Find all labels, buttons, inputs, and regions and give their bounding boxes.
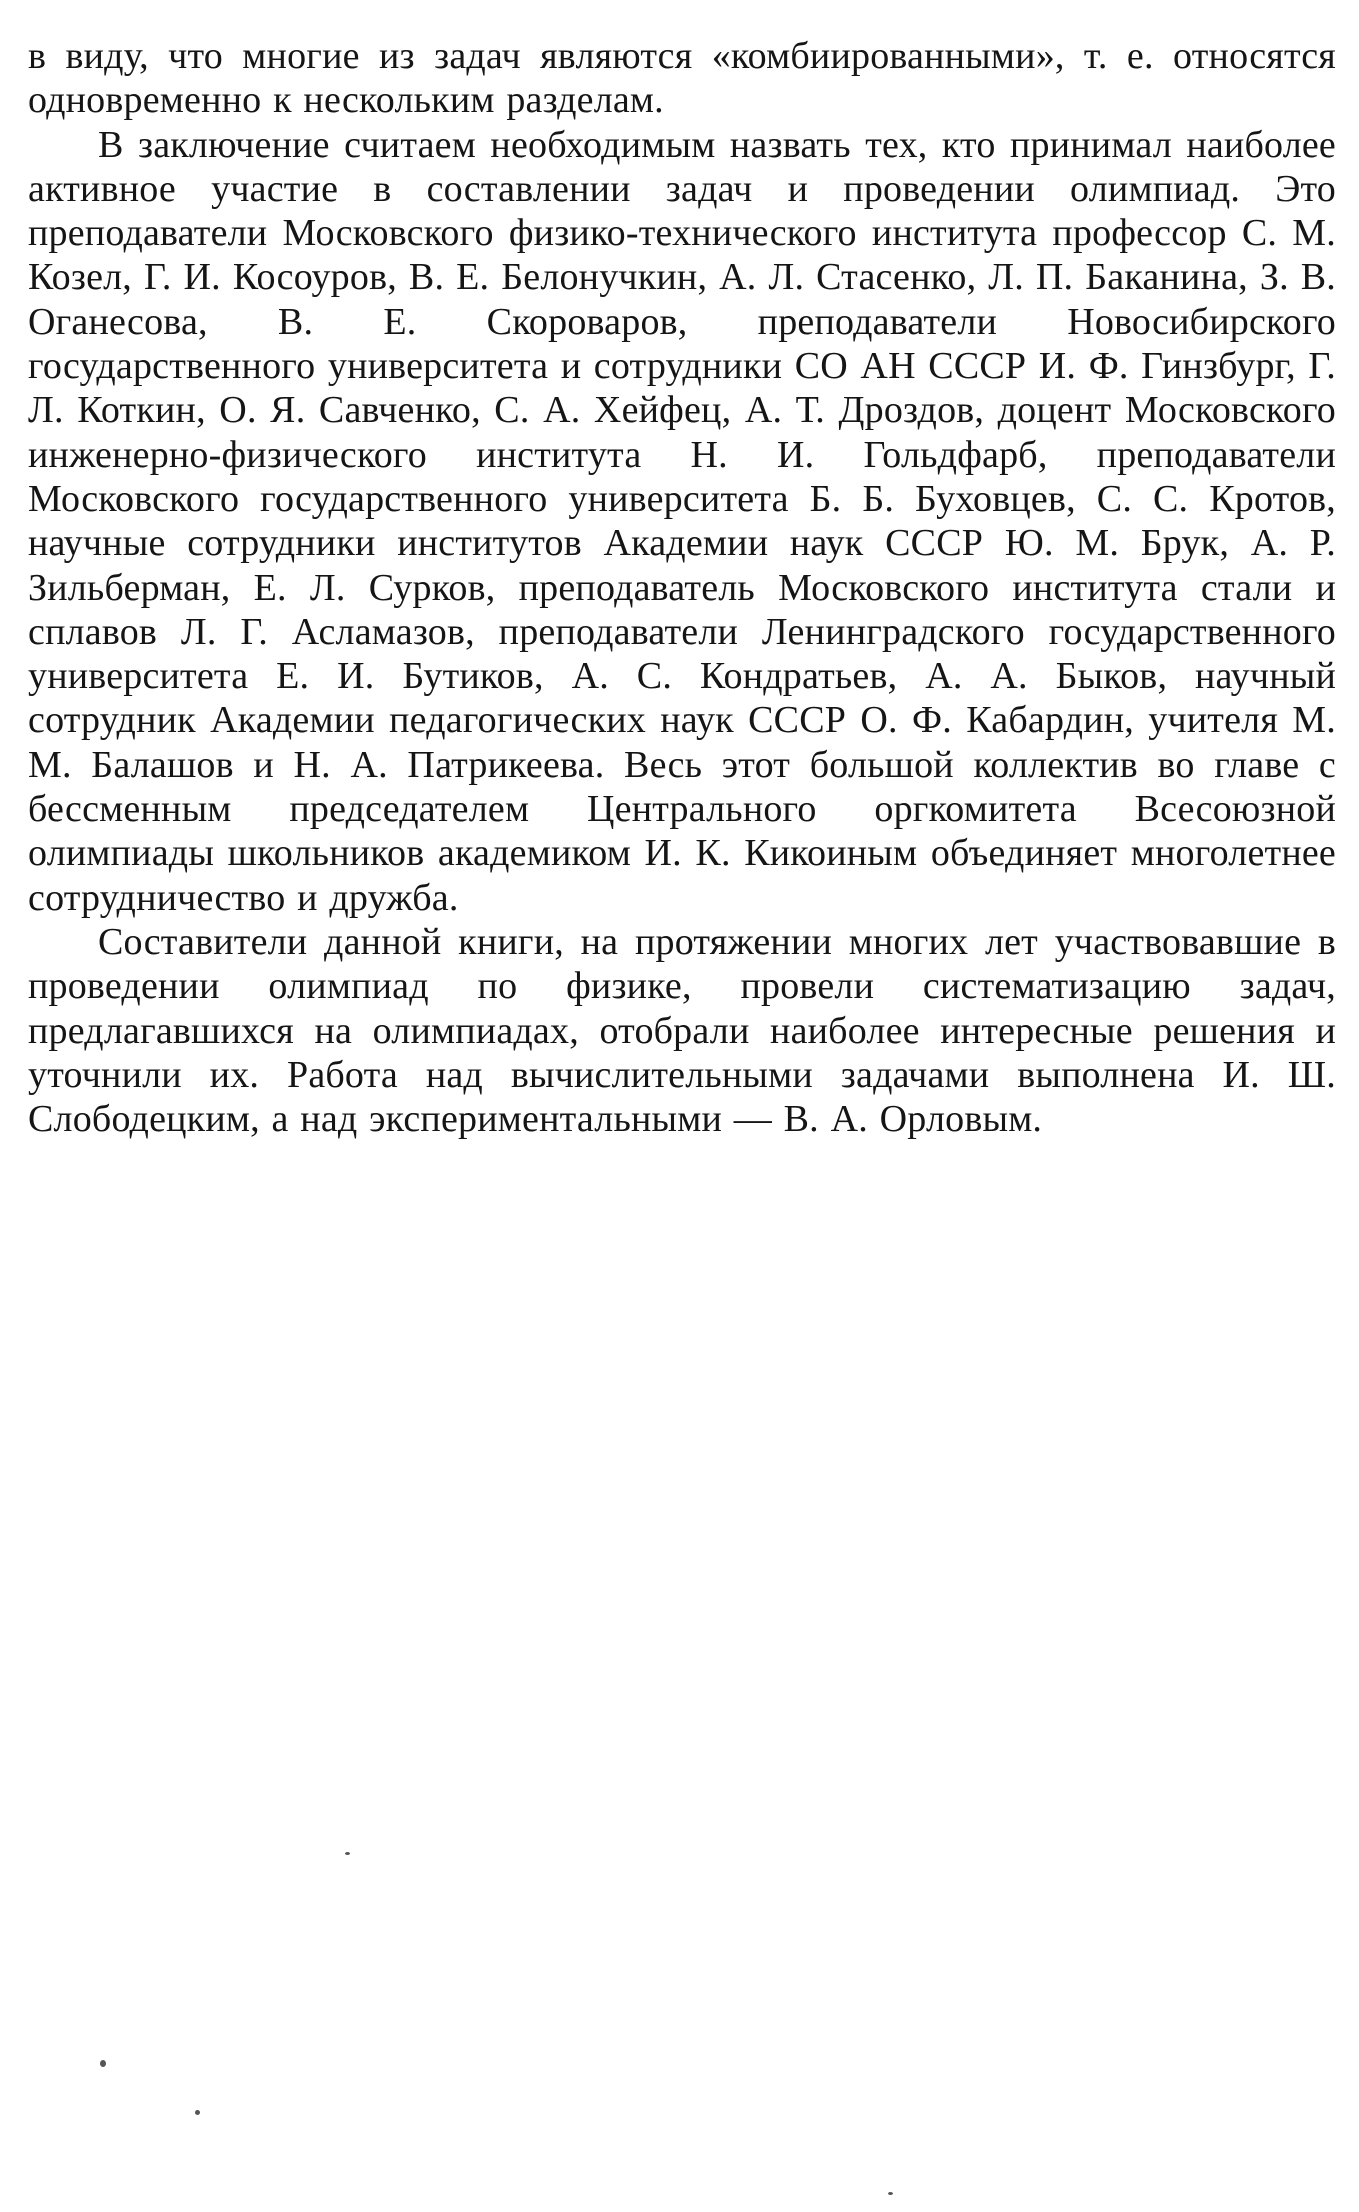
paragraph-authors-note: Составители данной книги, на протяжении многих лет участвовавшие в проведении олимпиад по физике, провели систематизацию задач, предлагавшихся на олимпиадах, отобрали наиболее интересные решения и уточнили их. Работа над вычислительными задачами выполнена И. Ш. Слободецким, а над экспериментальными — В. А. Орловым. bbox=[28, 920, 1336, 1141]
scan-speck bbox=[195, 2110, 200, 2115]
scan-speck bbox=[345, 1852, 350, 1855]
paragraph-continuation: в виду, что многие из задач являются «комбиированными», т. е. относятся одновременно к нескольким разделам. bbox=[28, 35, 1336, 122]
scan-speck bbox=[888, 2192, 893, 2195]
paragraph-acknowledgements: В заключение считаем необходимым назвать тех, кто принимал наиболее активное участие в составлении задач и проведении олимпиад. Это преподаватели Московского физико-технического института профессор С. М. Козел, Г. И. Косоуров, В. Е. Белонучкин, А. Л. Стасенко, Л. П. Баканина, З. В. Оганесова, В. Е. Скороваров, преподаватели Новосибирского государственного университета и сотрудники СО АН СССР И. Ф. Гинзбург, Г. Л. Коткин, О. Я. Савченко, С. А. Хейфец, А. Т. Дроздов, доцент Московского инженерно-физического института Н. И. Гольдфарб, преподаватели Московского государственного университета Б. Б. Буховцев, С. С. Кротов, научные сотрудники институтов Академии наук СССР Ю. М. Брук, А. Р. Зильберман, Е. Л. Сурков, преподаватель Московского института стали и сплавов Л. Г. Асламазов, преподаватели Ленинградского государственного университета Е. И. Бутиков, А. С. Кондратьев, А. А. Быков, научный сотрудник Академии педагогических наук СССР О. Ф. Кабардин, учителя М. М. Балашов и Н. А. Патрикеева. Весь этот большой коллектив во главе с бессменным председателем Центрального оргкомитета Всесоюзной олимпиады школьников академиком И. К. Кикоиным объединяет многолетнее сотрудничество и дружба. bbox=[28, 123, 1336, 919]
body-text bbox=[28, 34, 1336, 1141]
scan-speck bbox=[100, 2060, 106, 2067]
